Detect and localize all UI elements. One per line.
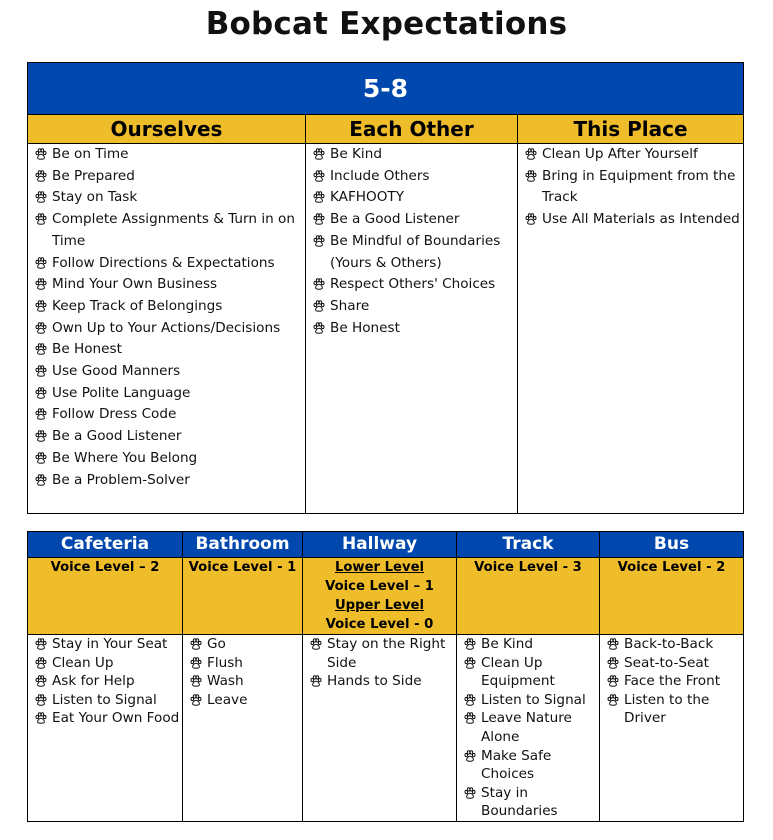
- paw-print-icon: [607, 694, 619, 706]
- list-item: [33, 166, 303, 188]
- list-item-text: Stay in Your Seat: [52, 636, 168, 652]
- paw-print-icon: [35, 278, 47, 290]
- list-item: [462, 709, 597, 746]
- list-item-text: Listen to Signal: [481, 691, 586, 708]
- expectations-table-5-8: [27, 62, 744, 514]
- column-ourselves: [28, 144, 306, 514]
- list-item: [311, 231, 515, 274]
- paw-print-icon: [313, 191, 325, 203]
- list-item-text: Own Up to Your Actions/Decisions: [52, 319, 281, 336]
- expectation-list: [518, 144, 743, 231]
- list-item: [33, 209, 303, 252]
- column-header-each-other: Each Other: [306, 115, 518, 144]
- paw-print-icon: [35, 408, 47, 420]
- location-header-bathroom: Bathroom: [183, 532, 303, 558]
- location-bus: [600, 635, 744, 822]
- paw-print-icon: [35, 474, 47, 486]
- list-item-text: Respect Others' Choices: [330, 276, 496, 293]
- list-item-text: Be Kind: [330, 146, 382, 162]
- list-item: [33, 383, 303, 405]
- list-item-text: Listen to Signal: [52, 691, 157, 708]
- list-item-text: Make Safe Choices: [481, 747, 552, 783]
- paw-print-icon: [35, 148, 47, 160]
- paw-print-icon: [310, 675, 322, 687]
- voice-level-text: Voice Level - 2: [617, 560, 726, 575]
- paw-print-icon: [464, 787, 476, 799]
- list-item-text: Be Mindful of Boundaries (Yours & Others): [330, 232, 501, 271]
- list-item: [311, 209, 515, 231]
- voice-level-text: Voice Level – 2: [50, 560, 160, 575]
- list-item: [605, 691, 741, 728]
- list-item-text: Be a Good Listener: [330, 211, 460, 228]
- list-item-text: Flush: [207, 654, 243, 671]
- list-item-text: Be a Problem-Solver: [52, 471, 190, 488]
- voice-level-bus: [600, 558, 744, 635]
- voice-level-text: Voice Level - 1: [188, 560, 297, 575]
- list-item: [523, 209, 741, 231]
- list-item-text: Use Good Manners: [52, 363, 181, 380]
- location-cafeteria: [28, 635, 183, 822]
- paw-print-icon: [310, 638, 322, 650]
- paw-print-icon: [35, 430, 47, 442]
- paw-print-icon: [607, 657, 619, 669]
- list-item: [33, 253, 303, 275]
- list-item: [605, 654, 741, 673]
- list-item: [462, 635, 597, 654]
- list-item: [33, 187, 303, 209]
- list-item: [33, 274, 303, 296]
- paw-print-icon: [35, 638, 47, 650]
- expectation-list: [28, 635, 182, 728]
- paw-print-icon: [313, 235, 325, 247]
- list-item: [188, 654, 300, 673]
- paw-print-icon: [35, 657, 47, 669]
- paw-print-icon: [35, 675, 47, 687]
- list-item-text: KAFHOOTY: [330, 189, 405, 206]
- list-item: [33, 361, 303, 383]
- list-item: [33, 448, 303, 470]
- column-header-ourselves: Ourselves: [28, 115, 306, 144]
- paw-print-icon: [35, 170, 47, 182]
- paw-print-icon: [35, 712, 47, 724]
- list-item-text: Clean Up: [52, 654, 114, 671]
- list-item-text: Include Others: [330, 167, 430, 184]
- paw-print-icon: [464, 750, 476, 762]
- list-item-text: Use Polite Language: [52, 384, 191, 401]
- list-item: [33, 635, 180, 654]
- list-item-text: Back-to-Back: [624, 636, 714, 652]
- list-item-text: Ask for Help: [52, 673, 135, 690]
- voice-level-text: Upper Level: [334, 598, 425, 613]
- list-item: [311, 274, 515, 296]
- list-item: [188, 691, 300, 710]
- column-each-other: [306, 144, 518, 514]
- list-item: [311, 296, 515, 318]
- locations-table: [27, 531, 744, 822]
- paw-print-icon: [313, 300, 325, 312]
- list-item: [33, 672, 180, 691]
- list-item-text: Stay on Task: [52, 189, 138, 206]
- list-item: [33, 144, 303, 166]
- list-item-text: Be Kind: [481, 636, 533, 652]
- expectation-list: [28, 144, 305, 491]
- list-item-text: Seat-to-Seat: [624, 654, 710, 671]
- paw-print-icon: [525, 170, 537, 182]
- paw-print-icon: [35, 213, 47, 225]
- location-header-track: Track: [457, 532, 600, 558]
- voice-level-hallway: [303, 558, 457, 635]
- voice-level-bathroom: [183, 558, 303, 635]
- paw-print-icon: [35, 694, 47, 706]
- list-item-text: Complete Assignments & Turn in on Time: [52, 211, 295, 249]
- location-track: [457, 635, 600, 822]
- voice-level-text: Voice Level – 1: [325, 579, 434, 594]
- location-hallway: [303, 635, 457, 822]
- expectation-list: [303, 635, 456, 691]
- list-item-text: Follow Directions & Expectations: [52, 254, 275, 271]
- page-title: Bobcat Expectations: [205, 6, 568, 42]
- location-bathroom: [183, 635, 303, 822]
- paw-print-icon: [313, 278, 325, 290]
- location-header-hallway: Hallway: [303, 532, 457, 558]
- location-header-cafeteria: Cafeteria: [28, 532, 183, 558]
- paw-print-icon: [35, 257, 47, 269]
- grade-header: 5-8: [28, 63, 744, 115]
- list-item-text: Listen to the Driver: [624, 691, 710, 727]
- list-item: [33, 709, 180, 728]
- list-item: [605, 672, 741, 691]
- list-item-text: Clean Up After Yourself: [542, 146, 698, 162]
- list-item-text: Eat Your Own Food: [52, 710, 180, 727]
- list-item: [462, 747, 597, 784]
- paw-print-icon: [190, 638, 202, 650]
- paw-print-icon: [607, 638, 619, 650]
- list-item: [33, 339, 303, 361]
- paw-print-icon: [190, 694, 202, 706]
- paw-print-icon: [525, 148, 537, 160]
- paw-print-icon: [190, 657, 202, 669]
- list-item: [33, 654, 180, 673]
- paw-print-icon: [313, 322, 325, 334]
- list-item-text: Share: [330, 297, 370, 314]
- list-item-text: Go: [207, 636, 226, 652]
- list-item-text: Face the Front: [624, 673, 721, 690]
- list-item-text: Be a Good Listener: [52, 428, 182, 445]
- paw-print-icon: [607, 675, 619, 687]
- list-item: [33, 404, 303, 426]
- voice-level-text: Lower Level: [334, 560, 425, 575]
- paw-print-icon: [35, 322, 47, 334]
- list-item: [523, 144, 741, 166]
- list-item-text: Clean Up Equipment: [481, 654, 555, 690]
- list-item-text: Leave: [207, 691, 248, 708]
- list-item: [33, 426, 303, 448]
- list-item: [311, 144, 515, 166]
- list-item: [308, 672, 454, 691]
- list-item-text: Keep Track of Belongings: [52, 297, 223, 314]
- paw-print-icon: [313, 170, 325, 182]
- column-this-place: [518, 144, 744, 514]
- list-item: [188, 635, 300, 654]
- paw-print-icon: [35, 387, 47, 399]
- voice-level-track: [457, 558, 600, 635]
- paw-print-icon: [464, 638, 476, 650]
- paw-print-icon: [35, 452, 47, 464]
- voice-level-cafeteria: [28, 558, 183, 635]
- list-item-text: Leave Nature Alone: [481, 710, 572, 745]
- paw-print-icon: [35, 300, 47, 312]
- paw-print-icon: [464, 712, 476, 724]
- list-item-text: Hands to Side: [327, 673, 422, 690]
- expectation-list: [183, 635, 302, 709]
- list-item: [311, 166, 515, 188]
- voice-level-text: Voice Level - 3: [474, 560, 582, 575]
- list-item-text: Mind Your Own Business: [52, 276, 218, 293]
- paw-print-icon: [464, 657, 476, 669]
- list-item-text: Wash: [207, 673, 244, 690]
- list-item-text: Be Honest: [52, 341, 122, 358]
- list-item-text: Bring in Equipment from the Track: [542, 167, 736, 206]
- expectation-list: [306, 144, 517, 339]
- list-item-text: Be Prepared: [52, 167, 135, 184]
- list-item: [311, 187, 515, 209]
- paw-print-icon: [313, 148, 325, 160]
- paw-print-icon: [35, 343, 47, 355]
- list-item: [462, 691, 597, 710]
- expectation-list: [457, 635, 599, 821]
- list-item-text: Be Where You Belong: [52, 449, 198, 466]
- list-item: [188, 672, 300, 691]
- paw-print-icon: [35, 365, 47, 377]
- list-item: [462, 654, 597, 691]
- location-header-bus: Bus: [600, 532, 744, 558]
- list-item-text: Stay in Boundaries: [481, 784, 558, 820]
- paw-print-icon: [464, 694, 476, 706]
- paw-print-icon: [35, 191, 47, 203]
- list-item-text: Stay on the Right Side: [327, 636, 446, 671]
- expectation-list: [600, 635, 743, 728]
- voice-level-text: Voice Level - 0: [325, 617, 434, 632]
- paw-print-icon: [525, 213, 537, 225]
- list-item: [605, 635, 741, 654]
- list-item: [308, 635, 454, 672]
- list-item: [33, 296, 303, 318]
- paw-print-icon: [313, 213, 325, 225]
- list-item-text: Use All Materials as Intended: [542, 211, 740, 228]
- column-header-this-place: This Place: [518, 115, 744, 144]
- list-item: [462, 784, 597, 821]
- paw-print-icon: [190, 675, 202, 687]
- list-item: [523, 166, 741, 209]
- list-item: [33, 691, 180, 710]
- list-item: [311, 318, 515, 340]
- list-item-text: Be Honest: [330, 319, 400, 336]
- list-item-text: Be on Time: [52, 146, 129, 162]
- list-item: [33, 470, 303, 492]
- list-item-text: Follow Dress Code: [52, 406, 177, 423]
- list-item: [33, 318, 303, 340]
